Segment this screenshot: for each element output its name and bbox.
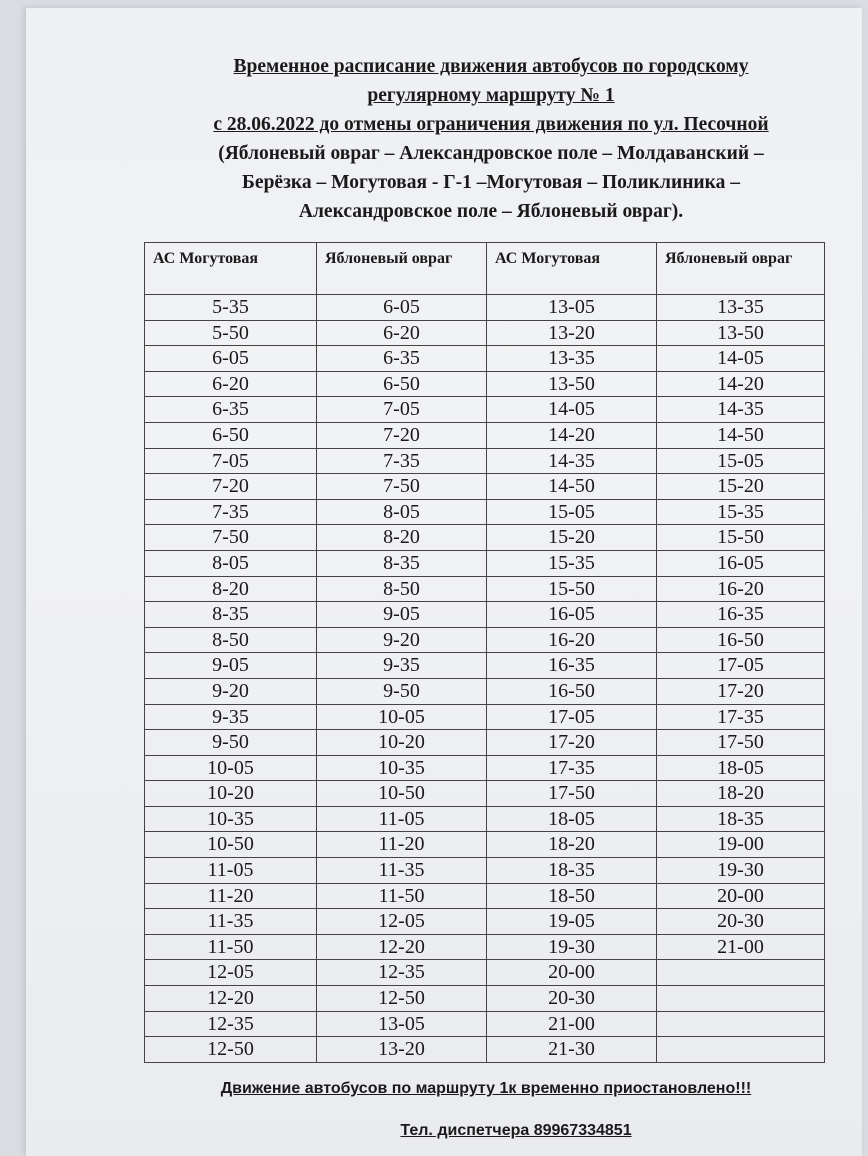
table-cell: 13-50 bbox=[487, 372, 657, 398]
table-cell: 16-05 bbox=[657, 551, 825, 577]
table-row bbox=[145, 1012, 825, 1038]
table-cell bbox=[657, 1037, 825, 1063]
table-cell: 21-30 bbox=[487, 1037, 657, 1063]
table-cell: 6-35 bbox=[317, 346, 487, 372]
heading-line-1: Временное расписание движения автобусов по городскому bbox=[233, 56, 749, 77]
table-cell: 7-35 bbox=[145, 500, 317, 526]
table-cell: 17-50 bbox=[657, 730, 825, 756]
column-header-yablonevy-ovrag-2: Яблоневый овраг bbox=[657, 243, 825, 295]
table-row bbox=[145, 960, 825, 986]
table-cell: 13-05 bbox=[487, 295, 657, 321]
table-cell: 18-35 bbox=[487, 858, 657, 884]
table-cell: 9-05 bbox=[145, 653, 317, 679]
table-cell: 19-00 bbox=[657, 832, 825, 858]
table-row bbox=[145, 346, 825, 372]
table-cell: 11-35 bbox=[145, 909, 317, 935]
table-cell: 20-30 bbox=[657, 909, 825, 935]
timetable-header-row bbox=[145, 243, 825, 295]
table-cell: 19-05 bbox=[487, 909, 657, 935]
table-cell: 14-05 bbox=[487, 397, 657, 423]
table-row bbox=[145, 1037, 825, 1063]
table-cell: 13-05 bbox=[317, 1012, 487, 1038]
table-cell: 6-50 bbox=[317, 372, 487, 398]
table-cell: 17-20 bbox=[657, 679, 825, 705]
table-cell: 14-05 bbox=[657, 346, 825, 372]
table-cell: 7-50 bbox=[317, 474, 487, 500]
table-cell: 19-30 bbox=[487, 935, 657, 961]
table-cell: 15-50 bbox=[657, 525, 825, 551]
table-cell: 10-20 bbox=[317, 730, 487, 756]
table-cell: 16-05 bbox=[487, 602, 657, 628]
table-cell: 5-50 bbox=[145, 321, 317, 347]
table-cell: 12-20 bbox=[145, 986, 317, 1012]
table-cell: 10-05 bbox=[145, 756, 317, 782]
table-cell: 9-35 bbox=[145, 705, 317, 731]
table-row bbox=[145, 807, 825, 833]
table-cell: 10-50 bbox=[145, 832, 317, 858]
table-row bbox=[145, 474, 825, 500]
table-cell: 21-00 bbox=[657, 935, 825, 961]
table-cell: 12-35 bbox=[145, 1012, 317, 1038]
heading-line-6: Александровское поле – Яблоневый овраг). bbox=[298, 201, 684, 222]
table-row bbox=[145, 525, 825, 551]
table-cell: 18-05 bbox=[487, 807, 657, 833]
table-row bbox=[145, 730, 825, 756]
table-cell: 16-35 bbox=[657, 602, 825, 628]
table-cell: 15-50 bbox=[487, 577, 657, 603]
table-cell: 9-20 bbox=[145, 679, 317, 705]
table-row bbox=[145, 500, 825, 526]
table-cell: 6-20 bbox=[317, 321, 487, 347]
table-cell: 20-30 bbox=[487, 986, 657, 1012]
table-cell: 8-20 bbox=[317, 525, 487, 551]
table-row bbox=[145, 602, 825, 628]
table-cell: 6-05 bbox=[317, 295, 487, 321]
table-cell: 20-00 bbox=[487, 960, 657, 986]
table-row bbox=[145, 858, 825, 884]
table-row bbox=[145, 653, 825, 679]
schedule-heading bbox=[126, 52, 856, 226]
table-cell: 14-20 bbox=[657, 372, 825, 398]
table-row bbox=[145, 756, 825, 782]
table-cell: 18-20 bbox=[487, 832, 657, 858]
table-cell: 17-50 bbox=[487, 781, 657, 807]
table-row bbox=[145, 321, 825, 347]
table-cell: 21-00 bbox=[487, 1012, 657, 1038]
table-cell: 7-35 bbox=[317, 449, 487, 475]
table-cell: 17-35 bbox=[657, 705, 825, 731]
table-cell: 17-35 bbox=[487, 756, 657, 782]
heading-line-2: регулярному маршруту № 1 bbox=[367, 85, 615, 106]
table-cell: 12-20 bbox=[317, 935, 487, 961]
table-cell: 7-05 bbox=[145, 449, 317, 475]
table-cell: 15-35 bbox=[657, 500, 825, 526]
table-cell: 17-20 bbox=[487, 730, 657, 756]
table-cell: 18-35 bbox=[657, 807, 825, 833]
table-cell: 6-20 bbox=[145, 372, 317, 398]
table-cell: 14-20 bbox=[487, 423, 657, 449]
table-cell: 11-05 bbox=[145, 858, 317, 884]
table-cell: 5-35 bbox=[145, 295, 317, 321]
table-cell: 9-50 bbox=[145, 730, 317, 756]
table-cell: 14-35 bbox=[657, 397, 825, 423]
table-cell: 7-20 bbox=[145, 474, 317, 500]
table-cell: 16-50 bbox=[487, 679, 657, 705]
table-cell: 15-05 bbox=[657, 449, 825, 475]
heading-line-4: (Яблоневый овраг – Александровское поле – Молдаванский – bbox=[218, 143, 764, 164]
table-cell: 6-35 bbox=[145, 397, 317, 423]
table-cell: 7-05 bbox=[317, 397, 487, 423]
table-cell: 6-50 bbox=[145, 423, 317, 449]
table-cell: 15-05 bbox=[487, 500, 657, 526]
table-cell: 15-20 bbox=[487, 525, 657, 551]
table-row bbox=[145, 679, 825, 705]
table-row bbox=[145, 986, 825, 1012]
table-row bbox=[145, 449, 825, 475]
table-cell: 16-50 bbox=[657, 628, 825, 654]
table-row bbox=[145, 781, 825, 807]
table-cell: 18-05 bbox=[657, 756, 825, 782]
table-cell: 7-50 bbox=[145, 525, 317, 551]
table-row bbox=[145, 577, 825, 603]
table-row bbox=[145, 909, 825, 935]
table-cell: 15-20 bbox=[657, 474, 825, 500]
table-cell: 12-35 bbox=[317, 960, 487, 986]
column-header-as-mogutovaya-2: АС Могутовая bbox=[487, 243, 657, 295]
column-header-yablonevy-ovrag-1: Яблоневый овраг bbox=[317, 243, 487, 295]
table-cell bbox=[657, 960, 825, 986]
table-cell: 15-35 bbox=[487, 551, 657, 577]
table-cell: 12-05 bbox=[317, 909, 487, 935]
table-cell: 14-50 bbox=[487, 474, 657, 500]
table-cell: 8-05 bbox=[145, 551, 317, 577]
table-cell: 13-50 bbox=[657, 321, 825, 347]
table-cell: 16-35 bbox=[487, 653, 657, 679]
table-cell: 11-20 bbox=[145, 884, 317, 910]
table-cell: 12-50 bbox=[317, 986, 487, 1012]
table-cell: 12-05 bbox=[145, 960, 317, 986]
table-cell: 8-35 bbox=[145, 602, 317, 628]
table-cell: 6-05 bbox=[145, 346, 317, 372]
timetable bbox=[144, 242, 825, 1063]
table-cell: 12-50 bbox=[145, 1037, 317, 1063]
table-cell: 17-05 bbox=[657, 653, 825, 679]
table-cell: 8-35 bbox=[317, 551, 487, 577]
dispatcher-phone: Тел. диспетчера 89967334851 bbox=[400, 1122, 632, 1139]
suspension-notice: Движение автобусов по маршруту 1к временно приостановлено!!! bbox=[220, 1080, 752, 1097]
table-cell: 10-50 bbox=[317, 781, 487, 807]
table-cell: 11-35 bbox=[317, 858, 487, 884]
table-cell: 10-35 bbox=[145, 807, 317, 833]
timetable-body bbox=[145, 295, 825, 1063]
table-cell: 13-20 bbox=[317, 1037, 487, 1063]
column-header-as-mogutovaya-1: АС Могутовая bbox=[145, 243, 317, 295]
table-cell: 18-50 bbox=[487, 884, 657, 910]
table-row bbox=[145, 423, 825, 449]
table-cell: 17-05 bbox=[487, 705, 657, 731]
table-cell: 10-05 bbox=[317, 705, 487, 731]
table-row bbox=[145, 397, 825, 423]
table-cell: 11-05 bbox=[317, 807, 487, 833]
table-row bbox=[145, 372, 825, 398]
table-cell: 8-50 bbox=[145, 628, 317, 654]
table-cell: 9-20 bbox=[317, 628, 487, 654]
table-cell: 16-20 bbox=[657, 577, 825, 603]
table-row bbox=[145, 832, 825, 858]
table-cell: 18-20 bbox=[657, 781, 825, 807]
table-row bbox=[145, 705, 825, 731]
table-cell: 7-20 bbox=[317, 423, 487, 449]
table-cell: 8-50 bbox=[317, 577, 487, 603]
table-cell: 19-30 bbox=[657, 858, 825, 884]
table-cell: 9-35 bbox=[317, 653, 487, 679]
table-cell: 10-20 bbox=[145, 781, 317, 807]
table-cell: 10-35 bbox=[317, 756, 487, 782]
table-cell: 13-35 bbox=[487, 346, 657, 372]
table-cell: 11-20 bbox=[317, 832, 487, 858]
table-row bbox=[145, 295, 825, 321]
schedule-sheet bbox=[26, 8, 862, 1156]
table-row bbox=[145, 884, 825, 910]
heading-line-5: Берёзка – Могутовая - Г-1 –Могутовая – Поликлиника – bbox=[242, 172, 740, 193]
table-cell: 8-20 bbox=[145, 577, 317, 603]
table-cell: 9-50 bbox=[317, 679, 487, 705]
table-row bbox=[145, 935, 825, 961]
table-cell bbox=[657, 986, 825, 1012]
table-row bbox=[145, 551, 825, 577]
table-cell: 9-05 bbox=[317, 602, 487, 628]
table-cell: 11-50 bbox=[317, 884, 487, 910]
heading-line-3: с 28.06.2022 до отмены ограничения движения по ул. Песочной bbox=[213, 114, 769, 135]
table-cell: 11-50 bbox=[145, 935, 317, 961]
table-cell: 16-20 bbox=[487, 628, 657, 654]
table-cell bbox=[657, 1012, 825, 1038]
table-cell: 8-05 bbox=[317, 500, 487, 526]
table-cell: 14-50 bbox=[657, 423, 825, 449]
table-cell: 20-00 bbox=[657, 884, 825, 910]
table-cell: 13-35 bbox=[657, 295, 825, 321]
table-row bbox=[145, 628, 825, 654]
table-cell: 14-35 bbox=[487, 449, 657, 475]
table-cell: 13-20 bbox=[487, 321, 657, 347]
